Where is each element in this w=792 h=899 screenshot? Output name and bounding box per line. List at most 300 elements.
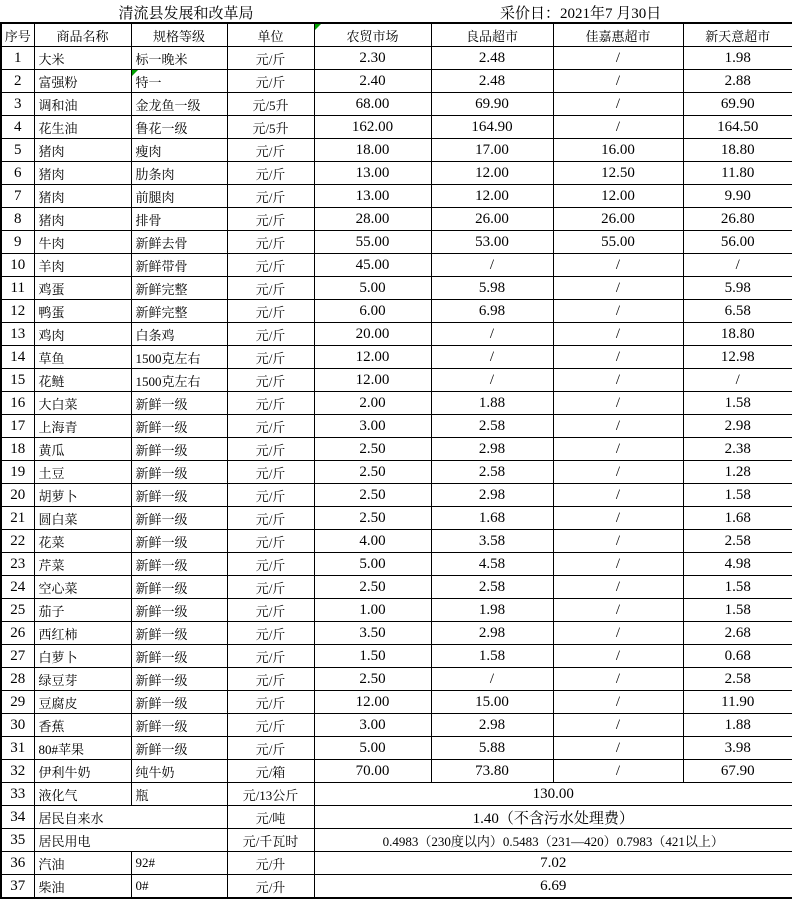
- row-number-cell[interactable]: 30: [1, 714, 34, 737]
- price-cell[interactable]: /: [553, 737, 683, 760]
- price-cell[interactable]: /: [553, 70, 683, 93]
- table-row: [1, 392, 792, 415]
- row-number-cell[interactable]: 27: [1, 645, 34, 668]
- row-number-cell[interactable]: 32: [1, 760, 34, 783]
- price-cell[interactable]: 26.00: [431, 208, 553, 231]
- spec-cell[interactable]: 新鲜一级: [131, 668, 227, 691]
- spec-cell[interactable]: 1500克左右: [131, 369, 227, 392]
- unit-cell[interactable]: 元/斤: [227, 691, 314, 714]
- spec-cell[interactable]: 纯牛奶: [131, 760, 227, 783]
- row-number-cell[interactable]: 7: [1, 185, 34, 208]
- price-cell[interactable]: 1.98: [431, 599, 553, 622]
- row-number-cell[interactable]: 36: [1, 852, 34, 875]
- price-cell[interactable]: 20.00: [314, 323, 431, 346]
- product-name-cell[interactable]: 柴油: [34, 875, 131, 899]
- spec-cell[interactable]: 瘦肉: [131, 139, 227, 162]
- spec-cell[interactable]: 新鲜一级: [131, 622, 227, 645]
- row-number-cell[interactable]: 33: [1, 783, 34, 806]
- price-cell[interactable]: /: [431, 346, 553, 369]
- price-cell[interactable]: 2.48: [431, 47, 553, 70]
- spec-cell[interactable]: 新鲜完整: [131, 300, 227, 323]
- unit-cell[interactable]: 元/斤: [227, 369, 314, 392]
- row-number-cell[interactable]: 23: [1, 553, 34, 576]
- price-cell[interactable]: 12.00: [431, 185, 553, 208]
- price-cell[interactable]: 12.00: [314, 346, 431, 369]
- unit-cell[interactable]: 元/升: [227, 875, 314, 899]
- unit-cell[interactable]: 元/斤: [227, 530, 314, 553]
- product-name-cell[interactable]: 茄子: [34, 599, 131, 622]
- spec-cell[interactable]: 新鲜一级: [131, 438, 227, 461]
- price-cell[interactable]: /: [553, 599, 683, 622]
- merged-price-cell[interactable]: 0.4983（230度以内）0.5483（231—420）0.7983（421以上）: [314, 829, 792, 852]
- product-name-cell[interactable]: 草鱼: [34, 346, 131, 369]
- price-cell[interactable]: 2.58: [431, 461, 553, 484]
- product-name-cell[interactable]: 汽油: [34, 852, 131, 875]
- price-cell[interactable]: /: [553, 530, 683, 553]
- price-cell[interactable]: 17.00: [431, 139, 553, 162]
- price-cell[interactable]: 1.58: [431, 645, 553, 668]
- spec-cell[interactable]: 新鲜一级: [131, 714, 227, 737]
- spec-cell[interactable]: 1500克左右: [131, 346, 227, 369]
- price-cell[interactable]: 16.00: [553, 139, 683, 162]
- product-name-cell[interactable]: 牛肉: [34, 231, 131, 254]
- price-cell[interactable]: 2.68: [683, 622, 792, 645]
- price-cell[interactable]: 4.58: [431, 553, 553, 576]
- price-cell[interactable]: 5.98: [683, 277, 792, 300]
- price-cell[interactable]: 2.40: [314, 70, 431, 93]
- price-cell[interactable]: 2.50: [314, 461, 431, 484]
- spec-cell[interactable]: 新鲜一级: [131, 691, 227, 714]
- header-name[interactable]: 商品名称: [34, 23, 131, 47]
- price-cell[interactable]: 18.80: [683, 139, 792, 162]
- price-cell[interactable]: 1.50: [314, 645, 431, 668]
- row-number-cell[interactable]: 11: [1, 277, 34, 300]
- price-cell[interactable]: 2.48: [431, 70, 553, 93]
- price-cell[interactable]: 11.90: [683, 691, 792, 714]
- price-cell[interactable]: 2.30: [314, 47, 431, 70]
- unit-cell[interactable]: 元/斤: [227, 70, 314, 93]
- unit-cell[interactable]: 元/斤: [227, 576, 314, 599]
- price-cell[interactable]: 12.00: [431, 162, 553, 185]
- unit-cell[interactable]: 元/5升: [227, 116, 314, 139]
- table-row: [1, 599, 792, 622]
- price-cell[interactable]: 12.98: [683, 346, 792, 369]
- product-name-cell[interactable]: 液化气: [34, 783, 131, 806]
- price-cell[interactable]: /: [553, 622, 683, 645]
- row-number-cell[interactable]: 31: [1, 737, 34, 760]
- price-cell[interactable]: 1.00: [314, 599, 431, 622]
- table-row: [1, 231, 792, 254]
- price-cell[interactable]: /: [553, 691, 683, 714]
- price-cell[interactable]: /: [431, 369, 553, 392]
- product-name-cell[interactable]: 居民自来水: [34, 806, 227, 829]
- unit-cell[interactable]: 元/斤: [227, 438, 314, 461]
- price-cell[interactable]: 2.50: [314, 484, 431, 507]
- table-row: [1, 576, 792, 599]
- price-cell[interactable]: 0.68: [683, 645, 792, 668]
- unit-cell[interactable]: 元/斤: [227, 231, 314, 254]
- product-name-cell[interactable]: 伊利牛奶: [34, 760, 131, 783]
- price-cell[interactable]: 73.80: [431, 760, 553, 783]
- price-cell[interactable]: 26.00: [553, 208, 683, 231]
- spec-cell[interactable]: 新鲜一级: [131, 530, 227, 553]
- price-cell[interactable]: /: [683, 254, 792, 277]
- price-cell[interactable]: /: [553, 760, 683, 783]
- price-cell[interactable]: 5.00: [314, 553, 431, 576]
- unit-cell[interactable]: 元/千瓦时: [227, 829, 314, 852]
- price-cell[interactable]: 2.50: [314, 507, 431, 530]
- price-cell[interactable]: 28.00: [314, 208, 431, 231]
- product-name-cell[interactable]: 空心菜: [34, 576, 131, 599]
- unit-cell[interactable]: 元/斤: [227, 277, 314, 300]
- price-cell[interactable]: 2.58: [431, 576, 553, 599]
- unit-cell[interactable]: 元/吨: [227, 806, 314, 829]
- merged-price-cell[interactable]: 6.69: [314, 875, 792, 899]
- header-spec[interactable]: 规格等级: [131, 23, 227, 47]
- product-name-cell[interactable]: 大米: [34, 47, 131, 70]
- header-market-nongmao[interactable]: 农贸市场: [314, 23, 431, 47]
- price-cell[interactable]: 2.98: [683, 415, 792, 438]
- product-name-cell[interactable]: 富强粉: [34, 70, 131, 93]
- spec-cell[interactable]: 肋条肉: [131, 162, 227, 185]
- row-number-cell[interactable]: 26: [1, 622, 34, 645]
- product-name-cell[interactable]: 胡萝卜: [34, 484, 131, 507]
- price-cell[interactable]: 2.98: [431, 714, 553, 737]
- unit-cell[interactable]: 元/斤: [227, 392, 314, 415]
- price-cell[interactable]: 1.58: [683, 599, 792, 622]
- row-number-cell[interactable]: 17: [1, 415, 34, 438]
- spec-cell[interactable]: 瓶: [131, 783, 227, 806]
- price-cell[interactable]: 9.90: [683, 185, 792, 208]
- row-number-cell[interactable]: 24: [1, 576, 34, 599]
- product-name-cell[interactable]: 80#苹果: [34, 737, 131, 760]
- unit-cell[interactable]: 元/箱: [227, 760, 314, 783]
- row-number-cell[interactable]: 4: [1, 116, 34, 139]
- product-name-cell[interactable]: 猪肉: [34, 139, 131, 162]
- product-name-cell[interactable]: 居民用电: [34, 829, 227, 852]
- spec-cell[interactable]: 新鲜一级: [131, 737, 227, 760]
- price-cell[interactable]: 3.50: [314, 622, 431, 645]
- price-cell[interactable]: 6.58: [683, 300, 792, 323]
- product-name-cell[interactable]: 鸭蛋: [34, 300, 131, 323]
- price-cell[interactable]: 4.00: [314, 530, 431, 553]
- price-cell[interactable]: 55.00: [314, 231, 431, 254]
- unit-cell[interactable]: 元/斤: [227, 139, 314, 162]
- unit-cell[interactable]: 元/斤: [227, 507, 314, 530]
- price-cell[interactable]: /: [553, 116, 683, 139]
- row-number-cell[interactable]: 6: [1, 162, 34, 185]
- price-cell[interactable]: 45.00: [314, 254, 431, 277]
- price-cell[interactable]: 1.68: [431, 507, 553, 530]
- product-name-cell[interactable]: 花菜: [34, 530, 131, 553]
- row-number-cell[interactable]: 18: [1, 438, 34, 461]
- price-cell[interactable]: 3.58: [431, 530, 553, 553]
- unit-cell[interactable]: 元/斤: [227, 323, 314, 346]
- spec-cell[interactable]: 92#: [131, 852, 227, 875]
- product-name-cell[interactable]: 花鲢: [34, 369, 131, 392]
- price-cell[interactable]: 6.98: [431, 300, 553, 323]
- row-number-cell[interactable]: 9: [1, 231, 34, 254]
- price-cell[interactable]: 11.80: [683, 162, 792, 185]
- spec-cell[interactable]: 新鲜一级: [131, 599, 227, 622]
- unit-cell[interactable]: 元/13公斤: [227, 783, 314, 806]
- price-cell[interactable]: 2.00: [314, 392, 431, 415]
- sheet-title-row: [0, 0, 792, 22]
- row-number-cell[interactable]: 14: [1, 346, 34, 369]
- price-cell[interactable]: 2.50: [314, 576, 431, 599]
- row-number-cell[interactable]: 20: [1, 484, 34, 507]
- row-number-cell[interactable]: 35: [1, 829, 34, 852]
- table-body: [1, 47, 792, 899]
- product-name-cell[interactable]: 上海青: [34, 415, 131, 438]
- unit-cell[interactable]: 元/斤: [227, 461, 314, 484]
- product-name-cell[interactable]: 西红柿: [34, 622, 131, 645]
- price-cell[interactable]: /: [431, 323, 553, 346]
- price-cell[interactable]: 2.98: [431, 622, 553, 645]
- row-number-cell[interactable]: 13: [1, 323, 34, 346]
- merged-price-cell[interactable]: 130.00: [314, 783, 792, 806]
- price-cell[interactable]: 15.00: [431, 691, 553, 714]
- price-cell[interactable]: /: [553, 93, 683, 116]
- price-cell[interactable]: /: [553, 645, 683, 668]
- merged-price-cell[interactable]: 7.02: [314, 852, 792, 875]
- row-number-cell[interactable]: 1: [1, 47, 34, 70]
- spec-cell[interactable]: 新鲜带骨: [131, 254, 227, 277]
- price-cell[interactable]: 1.88: [431, 392, 553, 415]
- unit-cell[interactable]: 元/斤: [227, 645, 314, 668]
- spec-cell[interactable]: 新鲜去骨: [131, 231, 227, 254]
- product-name-cell[interactable]: 调和油: [34, 93, 131, 116]
- price-cell[interactable]: /: [553, 254, 683, 277]
- header-market-liangpin[interactable]: 良品超市: [431, 23, 553, 47]
- header-market-jiajiahui[interactable]: 佳嘉惠超市: [553, 23, 683, 47]
- spec-cell[interactable]: 标一晚米: [131, 47, 227, 70]
- spec-cell[interactable]: 新鲜一级: [131, 461, 227, 484]
- product-name-cell[interactable]: 花生油: [34, 116, 131, 139]
- unit-cell[interactable]: 元/斤: [227, 553, 314, 576]
- survey-date[interactable]: 采价日：2021年7 月30日: [500, 6, 662, 22]
- product-name-cell[interactable]: 大白菜: [34, 392, 131, 415]
- price-cell[interactable]: /: [553, 714, 683, 737]
- table-row: [1, 208, 792, 231]
- price-cell[interactable]: 12.00: [553, 185, 683, 208]
- unit-cell[interactable]: 元/斤: [227, 346, 314, 369]
- row-number-cell[interactable]: 22: [1, 530, 34, 553]
- spec-cell[interactable]: 0#: [131, 875, 227, 899]
- product-name-cell[interactable]: 猪肉: [34, 185, 131, 208]
- header-no[interactable]: 序号: [1, 23, 34, 47]
- spec-cell[interactable]: 新鲜一级: [131, 484, 227, 507]
- unit-cell[interactable]: 元/斤: [227, 714, 314, 737]
- price-cell[interactable]: 67.90: [683, 760, 792, 783]
- price-cell[interactable]: 1.58: [683, 576, 792, 599]
- price-cell[interactable]: 1.28: [683, 461, 792, 484]
- price-cell[interactable]: 18.80: [683, 323, 792, 346]
- header-unit[interactable]: 单位: [227, 23, 314, 47]
- price-cell[interactable]: 26.80: [683, 208, 792, 231]
- row-number-cell[interactable]: 25: [1, 599, 34, 622]
- product-name-cell[interactable]: 芹菜: [34, 553, 131, 576]
- price-cell[interactable]: 12.00: [314, 369, 431, 392]
- price-cell[interactable]: 2.98: [431, 438, 553, 461]
- price-cell[interactable]: 5.98: [431, 277, 553, 300]
- merged-price-cell[interactable]: 1.40（不含污水处理费）: [314, 806, 792, 829]
- spec-cell[interactable]: 新鲜一级: [131, 645, 227, 668]
- price-cell[interactable]: /: [553, 507, 683, 530]
- price-cell[interactable]: 1.68: [683, 507, 792, 530]
- product-name-cell[interactable]: 猪肉: [34, 208, 131, 231]
- unit-cell[interactable]: 元/斤: [227, 622, 314, 645]
- row-number-cell[interactable]: 37: [1, 875, 34, 899]
- product-name-cell[interactable]: 羊肉: [34, 254, 131, 277]
- price-cell[interactable]: 164.90: [431, 116, 553, 139]
- price-cell[interactable]: /: [553, 369, 683, 392]
- price-cell[interactable]: /: [431, 668, 553, 691]
- price-cell[interactable]: 68.00: [314, 93, 431, 116]
- price-cell[interactable]: 162.00: [314, 116, 431, 139]
- product-name-cell[interactable]: 白萝卜: [34, 645, 131, 668]
- row-number-cell[interactable]: 19: [1, 461, 34, 484]
- spec-cell[interactable]: 白条鸡: [131, 323, 227, 346]
- price-cell[interactable]: 18.00: [314, 139, 431, 162]
- row-number-cell[interactable]: 5: [1, 139, 34, 162]
- price-cell[interactable]: /: [553, 668, 683, 691]
- product-name-cell[interactable]: 鸡肉: [34, 323, 131, 346]
- spec-cell[interactable]: 鲁花一级: [131, 116, 227, 139]
- price-cell[interactable]: 4.98: [683, 553, 792, 576]
- row-number-cell[interactable]: 28: [1, 668, 34, 691]
- unit-cell[interactable]: 元/斤: [227, 668, 314, 691]
- price-cell[interactable]: /: [553, 484, 683, 507]
- product-name-cell[interactable]: 土豆: [34, 461, 131, 484]
- unit-cell[interactable]: 元/斤: [227, 208, 314, 231]
- row-number-cell[interactable]: 34: [1, 806, 34, 829]
- price-cell[interactable]: 3.98: [683, 737, 792, 760]
- price-cell[interactable]: /: [553, 323, 683, 346]
- price-cell[interactable]: 1.98: [683, 47, 792, 70]
- price-cell[interactable]: 2.50: [314, 668, 431, 691]
- price-cell[interactable]: 70.00: [314, 760, 431, 783]
- price-cell[interactable]: 2.38: [683, 438, 792, 461]
- table-row: [1, 622, 792, 645]
- price-cell[interactable]: 1.88: [683, 714, 792, 737]
- product-name-cell[interactable]: 黄瓜: [34, 438, 131, 461]
- spec-cell[interactable]: 金龙鱼一级: [131, 93, 227, 116]
- spec-cell[interactable]: 新鲜一级: [131, 576, 227, 599]
- price-cell[interactable]: 55.00: [553, 231, 683, 254]
- product-name-cell[interactable]: 鸡蛋: [34, 277, 131, 300]
- price-cell[interactable]: 12.50: [553, 162, 683, 185]
- price-cell[interactable]: 56.00: [683, 231, 792, 254]
- price-cell[interactable]: /: [683, 369, 792, 392]
- table-row: [1, 668, 792, 691]
- price-cell[interactable]: 5.88: [431, 737, 553, 760]
- price-cell[interactable]: 13.00: [314, 185, 431, 208]
- unit-cell[interactable]: 元/升: [227, 852, 314, 875]
- unit-cell[interactable]: 元/斤: [227, 162, 314, 185]
- price-cell[interactable]: /: [553, 461, 683, 484]
- product-name-cell[interactable]: 豆腐皮: [34, 691, 131, 714]
- price-cell[interactable]: 1.58: [683, 484, 792, 507]
- price-cell[interactable]: 13.00: [314, 162, 431, 185]
- price-cell[interactable]: /: [553, 47, 683, 70]
- unit-cell[interactable]: 元/5升: [227, 93, 314, 116]
- price-cell[interactable]: 53.00: [431, 231, 553, 254]
- price-cell[interactable]: 5.00: [314, 277, 431, 300]
- price-cell[interactable]: /: [431, 254, 553, 277]
- row-number-cell[interactable]: 29: [1, 691, 34, 714]
- spec-cell[interactable]: 新鲜完整: [131, 277, 227, 300]
- price-cell[interactable]: 6.00: [314, 300, 431, 323]
- price-cell[interactable]: 5.00: [314, 737, 431, 760]
- price-cell[interactable]: /: [553, 277, 683, 300]
- price-cell[interactable]: /: [553, 576, 683, 599]
- price-cell[interactable]: /: [553, 300, 683, 323]
- product-name-cell[interactable]: 香蕉: [34, 714, 131, 737]
- price-cell[interactable]: /: [553, 553, 683, 576]
- spec-cell[interactable]: 新鲜一级: [131, 392, 227, 415]
- price-cell[interactable]: 2.58: [683, 530, 792, 553]
- price-cell[interactable]: 2.88: [683, 70, 792, 93]
- price-cell[interactable]: 2.50: [314, 438, 431, 461]
- price-cell[interactable]: /: [553, 438, 683, 461]
- unit-cell[interactable]: 元/斤: [227, 599, 314, 622]
- agency-title[interactable]: 清流县发展和改革局: [118, 6, 254, 22]
- unit-cell[interactable]: 元/斤: [227, 737, 314, 760]
- spec-cell[interactable]: 新鲜一级: [131, 415, 227, 438]
- spec-cell[interactable]: 排骨: [131, 208, 227, 231]
- unit-cell[interactable]: 元/斤: [227, 254, 314, 277]
- price-cell[interactable]: 2.98: [431, 484, 553, 507]
- spec-cell[interactable]: 新鲜一级: [131, 507, 227, 530]
- product-name-cell[interactable]: 圆白菜: [34, 507, 131, 530]
- product-name-cell[interactable]: 绿豆芽: [34, 668, 131, 691]
- unit-cell[interactable]: 元/斤: [227, 484, 314, 507]
- price-cell[interactable]: 69.90: [431, 93, 553, 116]
- price-cell[interactable]: 2.58: [683, 668, 792, 691]
- product-name-cell[interactable]: 猪肉: [34, 162, 131, 185]
- unit-cell[interactable]: 元/斤: [227, 300, 314, 323]
- row-number-cell[interactable]: 3: [1, 93, 34, 116]
- table-row: [1, 829, 792, 852]
- spec-cell[interactable]: 前腿肉: [131, 185, 227, 208]
- row-number-cell[interactable]: 16: [1, 392, 34, 415]
- row-number-cell[interactable]: 12: [1, 300, 34, 323]
- row-number-cell[interactable]: 21: [1, 507, 34, 530]
- price-cell[interactable]: 12.00: [314, 691, 431, 714]
- unit-cell[interactable]: 元/斤: [227, 185, 314, 208]
- price-cell[interactable]: /: [553, 392, 683, 415]
- unit-cell[interactable]: 元/斤: [227, 47, 314, 70]
- price-cell[interactable]: 164.50: [683, 116, 792, 139]
- price-cell[interactable]: 2.58: [431, 415, 553, 438]
- row-number-cell[interactable]: 2: [1, 70, 34, 93]
- row-number-cell[interactable]: 10: [1, 254, 34, 277]
- unit-cell[interactable]: 元/斤: [227, 415, 314, 438]
- spec-cell[interactable]: 特一: [131, 70, 227, 93]
- price-cell[interactable]: 1.58: [683, 392, 792, 415]
- row-number-cell[interactable]: 8: [1, 208, 34, 231]
- price-cell[interactable]: /: [553, 415, 683, 438]
- table-row: [1, 116, 792, 139]
- row-number-cell[interactable]: 15: [1, 369, 34, 392]
- header-market-xintianyi[interactable]: 新天意超市: [683, 23, 792, 47]
- price-cell[interactable]: 3.00: [314, 714, 431, 737]
- price-cell[interactable]: /: [553, 346, 683, 369]
- spec-cell[interactable]: 新鲜一级: [131, 553, 227, 576]
- price-cell[interactable]: 69.90: [683, 93, 792, 116]
- price-cell[interactable]: 3.00: [314, 415, 431, 438]
